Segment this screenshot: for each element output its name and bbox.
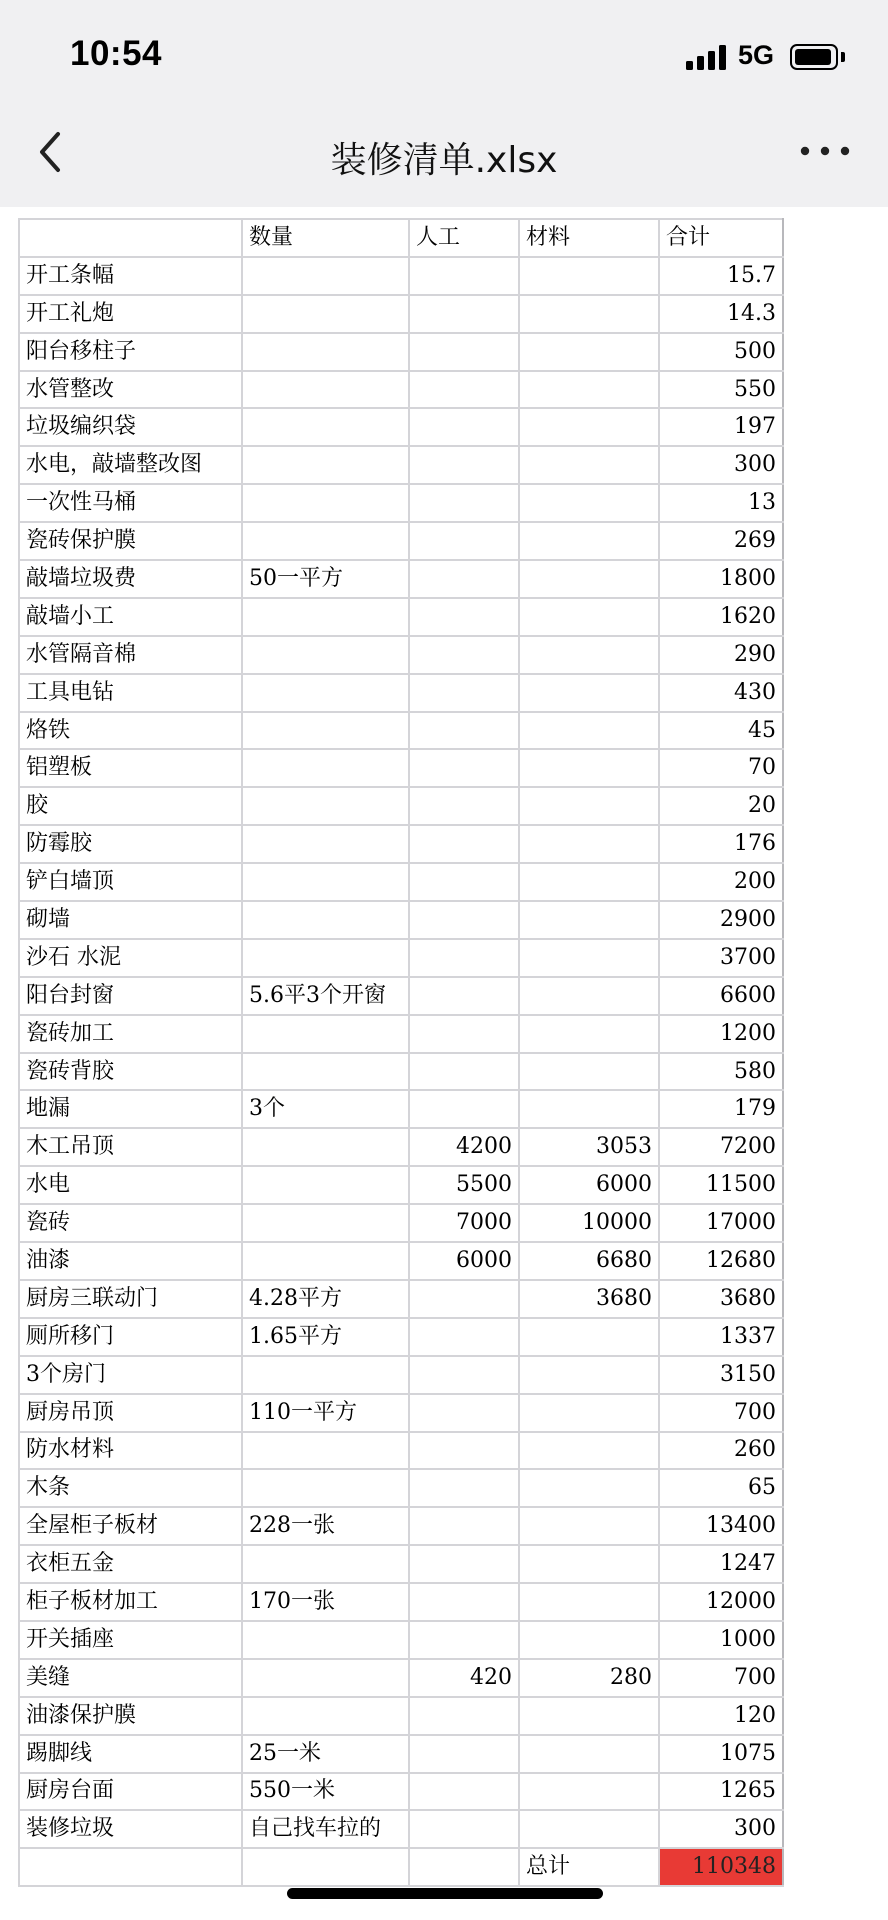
cell-subtotal[interactable]: 430 — [659, 674, 783, 712]
cell-material[interactable] — [519, 825, 659, 863]
cell-labor[interactable] — [409, 333, 519, 371]
cell-subtotal[interactable]: 300 — [659, 446, 783, 484]
cell-labor[interactable] — [409, 1583, 519, 1621]
cell-subtotal[interactable]: 17000 — [659, 1204, 783, 1242]
table-row — [19, 446, 783, 484]
table-row — [19, 1659, 783, 1697]
cell-subtotal[interactable]: 1620 — [659, 598, 783, 636]
cell-quantity[interactable] — [242, 1848, 409, 1886]
cell-item[interactable]: 瓷砖 — [19, 1204, 242, 1242]
cell-labor[interactable] — [409, 1810, 519, 1848]
cell-item[interactable]: 厨房台面 — [19, 1773, 242, 1811]
cell-quantity[interactable] — [242, 1621, 409, 1659]
table-row — [19, 295, 783, 333]
cell-quantity[interactable] — [242, 674, 409, 712]
cell-quantity[interactable] — [242, 1242, 409, 1280]
cell-labor[interactable] — [409, 863, 519, 901]
cell-material[interactable] — [519, 1507, 659, 1545]
table-row — [19, 977, 783, 1015]
cell-subtotal[interactable]: 1800 — [659, 560, 783, 598]
cell-quantity[interactable] — [242, 1166, 409, 1204]
table-row — [19, 674, 783, 712]
cell-material[interactable] — [519, 1773, 659, 1811]
cell-item[interactable]: 油漆 — [19, 1242, 242, 1280]
total-label[interactable]: 总计 — [519, 1848, 659, 1886]
cellular-signal-icon — [686, 44, 728, 70]
cell-item[interactable]: 全屋柜子板材 — [19, 1507, 242, 1545]
cell-subtotal[interactable]: 14.3 — [659, 295, 783, 333]
cell-material[interactable] — [519, 863, 659, 901]
table-row — [19, 1545, 783, 1583]
cell-item[interactable]: 一次性马桶 — [19, 484, 242, 522]
table-row — [19, 749, 783, 787]
cell-subtotal[interactable]: 70 — [659, 749, 783, 787]
table-row — [19, 1507, 783, 1545]
cell-quantity[interactable] — [242, 1545, 409, 1583]
table-row — [19, 257, 783, 295]
cell-subtotal[interactable]: 290 — [659, 636, 783, 674]
battery-tip — [841, 52, 845, 62]
cell-subtotal[interactable]: 1337 — [659, 1318, 783, 1356]
cell-labor[interactable]: 420 — [409, 1659, 519, 1697]
cell-labor[interactable] — [409, 1432, 519, 1470]
cell-quantity[interactable]: 4.28平方 — [242, 1280, 409, 1318]
cell-labor[interactable] — [409, 977, 519, 1015]
cell-material[interactable] — [519, 1583, 659, 1621]
cell-material[interactable] — [519, 1697, 659, 1735]
table-row — [19, 1735, 783, 1773]
cell-subtotal[interactable]: 20 — [659, 787, 783, 825]
cell-material[interactable] — [519, 408, 659, 446]
cell-item[interactable]: 开工礼炮 — [19, 295, 242, 333]
cell-labor[interactable] — [409, 1394, 519, 1432]
table-row — [19, 939, 783, 977]
table-row — [19, 1394, 783, 1432]
cell-item[interactable]: 垃圾编织袋 — [19, 408, 242, 446]
cell-quantity[interactable] — [242, 1432, 409, 1470]
cell-quantity[interactable] — [242, 636, 409, 674]
cell-subtotal[interactable]: 1200 — [659, 1015, 783, 1053]
cell-material[interactable] — [519, 333, 659, 371]
cell-material[interactable] — [519, 1318, 659, 1356]
table-row — [19, 598, 783, 636]
home-indicator — [287, 1888, 603, 1899]
cell-item[interactable]: 烙铁 — [19, 712, 242, 750]
cell-item[interactable]: 厕所移门 — [19, 1318, 242, 1356]
cell-labor[interactable] — [409, 901, 519, 939]
cell-subtotal[interactable]: 6600 — [659, 977, 783, 1015]
cell-item[interactable]: 开关插座 — [19, 1621, 242, 1659]
cell-quantity[interactable]: 25一米 — [242, 1735, 409, 1773]
cell-subtotal[interactable]: 200 — [659, 863, 783, 901]
table-row — [19, 333, 783, 371]
cell-material[interactable] — [519, 257, 659, 295]
table-row — [19, 1204, 783, 1242]
cell-quantity[interactable] — [242, 1697, 409, 1735]
cell-quantity[interactable] — [242, 939, 409, 977]
cell-labor[interactable] — [409, 1280, 519, 1318]
spreadsheet-table — [18, 218, 784, 1887]
cell-material[interactable] — [519, 484, 659, 522]
table-row — [19, 712, 783, 750]
cell-quantity[interactable] — [242, 1128, 409, 1166]
file-title: 装修清单.xlsx — [330, 140, 558, 181]
header-cell-item[interactable] — [19, 219, 242, 257]
table-row — [19, 484, 783, 522]
cell-item[interactable]: 敲墙小工 — [19, 598, 242, 636]
cell-material[interactable] — [519, 1432, 659, 1470]
cell-quantity[interactable] — [242, 1204, 409, 1242]
nav-bar — [0, 110, 888, 207]
table-row — [19, 863, 783, 901]
cell-material[interactable]: 280 — [519, 1659, 659, 1697]
network-type: 5G — [738, 40, 775, 70]
cell-subtotal[interactable]: 12680 — [659, 1242, 783, 1280]
cell-quantity[interactable]: 1.65平方 — [242, 1318, 409, 1356]
table-row — [19, 1280, 783, 1318]
cell-item[interactable]: 瓷砖背胶 — [19, 1053, 242, 1091]
header-cell-material[interactable]: 材料 — [519, 219, 659, 257]
cell-subtotal[interactable]: 197 — [659, 408, 783, 446]
table-row — [19, 1469, 783, 1507]
cell-item[interactable]: 开工条幅 — [19, 257, 242, 295]
cell-material[interactable]: 3053 — [519, 1128, 659, 1166]
cell-labor[interactable]: 7000 — [409, 1204, 519, 1242]
cell-item[interactable]: 防霉胶 — [19, 825, 242, 863]
cell-quantity[interactable]: 550一米 — [242, 1773, 409, 1811]
cell-material[interactable] — [519, 295, 659, 333]
cell-item[interactable]: 胶 — [19, 787, 242, 825]
cell-labor[interactable] — [409, 939, 519, 977]
cell-material[interactable] — [519, 939, 659, 977]
cell-labor[interactable] — [409, 1545, 519, 1583]
cell-quantity[interactable]: 自己找车拉的 — [242, 1810, 409, 1848]
cell-material[interactable] — [519, 522, 659, 560]
cell-material[interactable] — [519, 371, 659, 409]
cell-subtotal[interactable]: 120 — [659, 1697, 783, 1735]
cell-material[interactable] — [519, 901, 659, 939]
cell-material[interactable] — [519, 787, 659, 825]
cell-item[interactable]: 衣柜五金 — [19, 1545, 242, 1583]
cell-quantity[interactable] — [242, 1469, 409, 1507]
cell-material[interactable] — [519, 560, 659, 598]
cell-material[interactable]: 6680 — [519, 1242, 659, 1280]
table-row — [19, 901, 783, 939]
cell-item[interactable]: 水电 — [19, 1166, 242, 1204]
table-row — [19, 560, 783, 598]
cell-labor[interactable] — [409, 636, 519, 674]
cell-quantity[interactable] — [242, 749, 409, 787]
cell-labor[interactable] — [409, 1090, 519, 1128]
cell-item[interactable]: 木条 — [19, 1469, 242, 1507]
cell-subtotal[interactable]: 11500 — [659, 1166, 783, 1204]
cell-labor[interactable] — [409, 1848, 519, 1886]
cell-subtotal[interactable]: 1265 — [659, 1773, 783, 1811]
cell-item[interactable]: 水管整改 — [19, 371, 242, 409]
table-row — [19, 1697, 783, 1735]
cell-item[interactable]: 柜子板材加工 — [19, 1583, 242, 1621]
cell-material[interactable] — [519, 749, 659, 787]
cell-labor[interactable] — [409, 1773, 519, 1811]
cell-subtotal[interactable]: 1247 — [659, 1545, 783, 1583]
cell-subtotal[interactable]: 1075 — [659, 1735, 783, 1773]
cell-material[interactable] — [519, 1545, 659, 1583]
cell-item[interactable]: 敲墙垃圾费 — [19, 560, 242, 598]
cell-labor[interactable] — [409, 1621, 519, 1659]
cell-labor[interactable] — [409, 674, 519, 712]
cell-quantity[interactable] — [242, 1053, 409, 1091]
cell-material[interactable]: 3680 — [519, 1280, 659, 1318]
table-row — [19, 1810, 783, 1848]
cell-labor[interactable] — [409, 1735, 519, 1773]
cell-labor[interactable] — [409, 522, 519, 560]
table-row — [19, 787, 783, 825]
table-row — [19, 522, 783, 560]
cell-labor[interactable] — [409, 598, 519, 636]
cell-subtotal[interactable]: 580 — [659, 1053, 783, 1091]
cell-subtotal[interactable]: 13400 — [659, 1507, 783, 1545]
cell-item[interactable]: 工具电钻 — [19, 674, 242, 712]
cell-labor[interactable] — [409, 787, 519, 825]
cell-labor[interactable] — [409, 1356, 519, 1394]
cell-labor[interactable] — [409, 1053, 519, 1091]
table-row — [19, 408, 783, 446]
cell-quantity[interactable] — [242, 901, 409, 939]
cell-material[interactable]: 6000 — [519, 1166, 659, 1204]
total-row — [19, 1848, 783, 1886]
cell-quantity[interactable] — [242, 1356, 409, 1394]
cell-subtotal[interactable]: 550 — [659, 371, 783, 409]
cell-labor[interactable] — [409, 1318, 519, 1356]
cell-material[interactable] — [519, 446, 659, 484]
cell-labor[interactable] — [409, 712, 519, 750]
cell-subtotal[interactable]: 3150 — [659, 1356, 783, 1394]
cell-quantity[interactable] — [242, 598, 409, 636]
cell-quantity[interactable] — [242, 1659, 409, 1697]
more-options-button[interactable] — [795, 136, 855, 166]
cell-material[interactable] — [519, 1015, 659, 1053]
cell-item[interactable]: 沙石 水泥 — [19, 939, 242, 977]
cell-labor[interactable] — [409, 1015, 519, 1053]
cell-material[interactable] — [519, 674, 659, 712]
cell-subtotal[interactable]: 13 — [659, 484, 783, 522]
cell-item[interactable]: 装修垃圾 — [19, 1810, 242, 1848]
cell-item[interactable]: 砌墙 — [19, 901, 242, 939]
cell-subtotal[interactable]: 1000 — [659, 1621, 783, 1659]
cell-material[interactable] — [519, 1090, 659, 1128]
cell-labor[interactable]: 4200 — [409, 1128, 519, 1166]
header-row — [19, 219, 783, 257]
cell-labor[interactable] — [409, 371, 519, 409]
cell-item[interactable]: 瓷砖加工 — [19, 1015, 242, 1053]
cell-material[interactable] — [519, 598, 659, 636]
cell-item[interactable]: 防水材料 — [19, 1432, 242, 1470]
cell-subtotal[interactable]: 700 — [659, 1659, 783, 1697]
cell-subtotal[interactable]: 300 — [659, 1810, 783, 1848]
cell-subtotal[interactable]: 500 — [659, 333, 783, 371]
cell-quantity[interactable] — [242, 712, 409, 750]
cell-labor[interactable] — [409, 1697, 519, 1735]
cell-item[interactable]: 木工吊顶 — [19, 1128, 242, 1166]
cell-labor[interactable] — [409, 560, 519, 598]
cell-item[interactable] — [19, 1848, 242, 1886]
cell-material[interactable] — [519, 1735, 659, 1773]
cell-quantity[interactable] — [242, 522, 409, 560]
cell-quantity[interactable] — [242, 371, 409, 409]
status-bar — [0, 0, 888, 110]
cell-subtotal[interactable]: 3680 — [659, 1280, 783, 1318]
cell-material[interactable]: 10000 — [519, 1204, 659, 1242]
cell-labor[interactable] — [409, 1469, 519, 1507]
cell-labor[interactable]: 5500 — [409, 1166, 519, 1204]
cell-quantity[interactable] — [242, 863, 409, 901]
cell-quantity[interactable]: 50一平方 — [242, 560, 409, 598]
cell-material[interactable] — [519, 1621, 659, 1659]
grand-total-cell[interactable]: 110348 — [659, 1848, 783, 1886]
table-row — [19, 1318, 783, 1356]
cell-labor[interactable] — [409, 749, 519, 787]
header-cell-subtotal[interactable]: 合计 — [659, 219, 783, 257]
table-row — [19, 1166, 783, 1204]
cell-item[interactable]: 踢脚线 — [19, 1735, 242, 1773]
table-row — [19, 1242, 783, 1280]
battery-icon — [790, 44, 838, 70]
cell-quantity[interactable]: 228一张 — [242, 1507, 409, 1545]
cell-material[interactable] — [519, 1469, 659, 1507]
table-row — [19, 1128, 783, 1166]
table-row — [19, 1053, 783, 1091]
table-row — [19, 825, 783, 863]
cell-labor[interactable] — [409, 484, 519, 522]
cell-quantity[interactable]: 5.6平3个开窗 — [242, 977, 409, 1015]
cell-subtotal[interactable]: 12000 — [659, 1583, 783, 1621]
cell-quantity[interactable] — [242, 257, 409, 295]
cell-material[interactable] — [519, 712, 659, 750]
cell-subtotal[interactable]: 65 — [659, 1469, 783, 1507]
cell-item[interactable]: 瓷砖保护膜 — [19, 522, 242, 560]
cell-quantity[interactable]: 110一平方 — [242, 1394, 409, 1432]
header-cell-quantity[interactable]: 数量 — [242, 219, 409, 257]
cell-item[interactable]: 水电，敲墙整改图 — [19, 446, 242, 484]
cell-quantity[interactable] — [242, 484, 409, 522]
cell-subtotal[interactable]: 7200 — [659, 1128, 783, 1166]
cell-labor[interactable] — [409, 295, 519, 333]
cell-labor[interactable] — [409, 1507, 519, 1545]
cell-item[interactable]: 阳台移柱子 — [19, 333, 242, 371]
cell-subtotal[interactable]: 45 — [659, 712, 783, 750]
cell-quantity[interactable] — [242, 825, 409, 863]
cell-quantity[interactable] — [242, 787, 409, 825]
cell-subtotal[interactable]: 269 — [659, 522, 783, 560]
table-row — [19, 1356, 783, 1394]
cell-item[interactable]: 阳台封窗 — [19, 977, 242, 1015]
cell-subtotal[interactable]: 2900 — [659, 901, 783, 939]
cell-item[interactable]: 铝塑板 — [19, 749, 242, 787]
cell-quantity[interactable]: 170一张 — [242, 1583, 409, 1621]
cell-item[interactable]: 铲白墙顶 — [19, 863, 242, 901]
cell-quantity[interactable] — [242, 1015, 409, 1053]
table-row — [19, 1432, 783, 1470]
table-row — [19, 1621, 783, 1659]
cell-quantity[interactable] — [242, 408, 409, 446]
spreadsheet[interactable] — [18, 218, 784, 1887]
table-row — [19, 1015, 783, 1053]
cell-material[interactable] — [519, 977, 659, 1015]
cell-material[interactable] — [519, 1394, 659, 1432]
cell-labor[interactable] — [409, 408, 519, 446]
cell-material[interactable] — [519, 1356, 659, 1394]
cell-subtotal[interactable]: 700 — [659, 1394, 783, 1432]
cell-subtotal[interactable]: 260 — [659, 1432, 783, 1470]
cell-material[interactable] — [519, 636, 659, 674]
cell-item[interactable]: 3个房门 — [19, 1356, 242, 1394]
cell-subtotal[interactable]: 3700 — [659, 939, 783, 977]
table-row — [19, 636, 783, 674]
cell-item[interactable]: 地漏 — [19, 1090, 242, 1128]
cell-subtotal[interactable]: 179 — [659, 1090, 783, 1128]
cell-quantity[interactable]: 3个 — [242, 1090, 409, 1128]
cell-item[interactable]: 水管隔音棉 — [19, 636, 242, 674]
cell-labor[interactable]: 6000 — [409, 1242, 519, 1280]
status-time: 10:54 — [70, 34, 163, 73]
header-cell-labor[interactable]: 人工 — [409, 219, 519, 257]
cell-item[interactable]: 厨房三联动门 — [19, 1280, 242, 1318]
table-row — [19, 1773, 783, 1811]
cell-item[interactable]: 厨房吊顶 — [19, 1394, 242, 1432]
cell-labor[interactable] — [409, 825, 519, 863]
table-row — [19, 1583, 783, 1621]
cell-subtotal[interactable]: 15.7 — [659, 257, 783, 295]
cell-material[interactable] — [519, 1053, 659, 1091]
cell-quantity[interactable] — [242, 295, 409, 333]
cell-quantity[interactable] — [242, 333, 409, 371]
cell-labor[interactable] — [409, 257, 519, 295]
cell-item[interactable]: 美缝 — [19, 1659, 242, 1697]
cell-material[interactable] — [519, 1810, 659, 1848]
cell-subtotal[interactable]: 176 — [659, 825, 783, 863]
table-row — [19, 1090, 783, 1128]
top-bar — [0, 0, 888, 207]
cell-labor[interactable] — [409, 446, 519, 484]
cell-item[interactable]: 油漆保护膜 — [19, 1697, 242, 1735]
table-row — [19, 371, 783, 409]
cell-quantity[interactable] — [242, 446, 409, 484]
more-dots-icon — [795, 136, 855, 166]
